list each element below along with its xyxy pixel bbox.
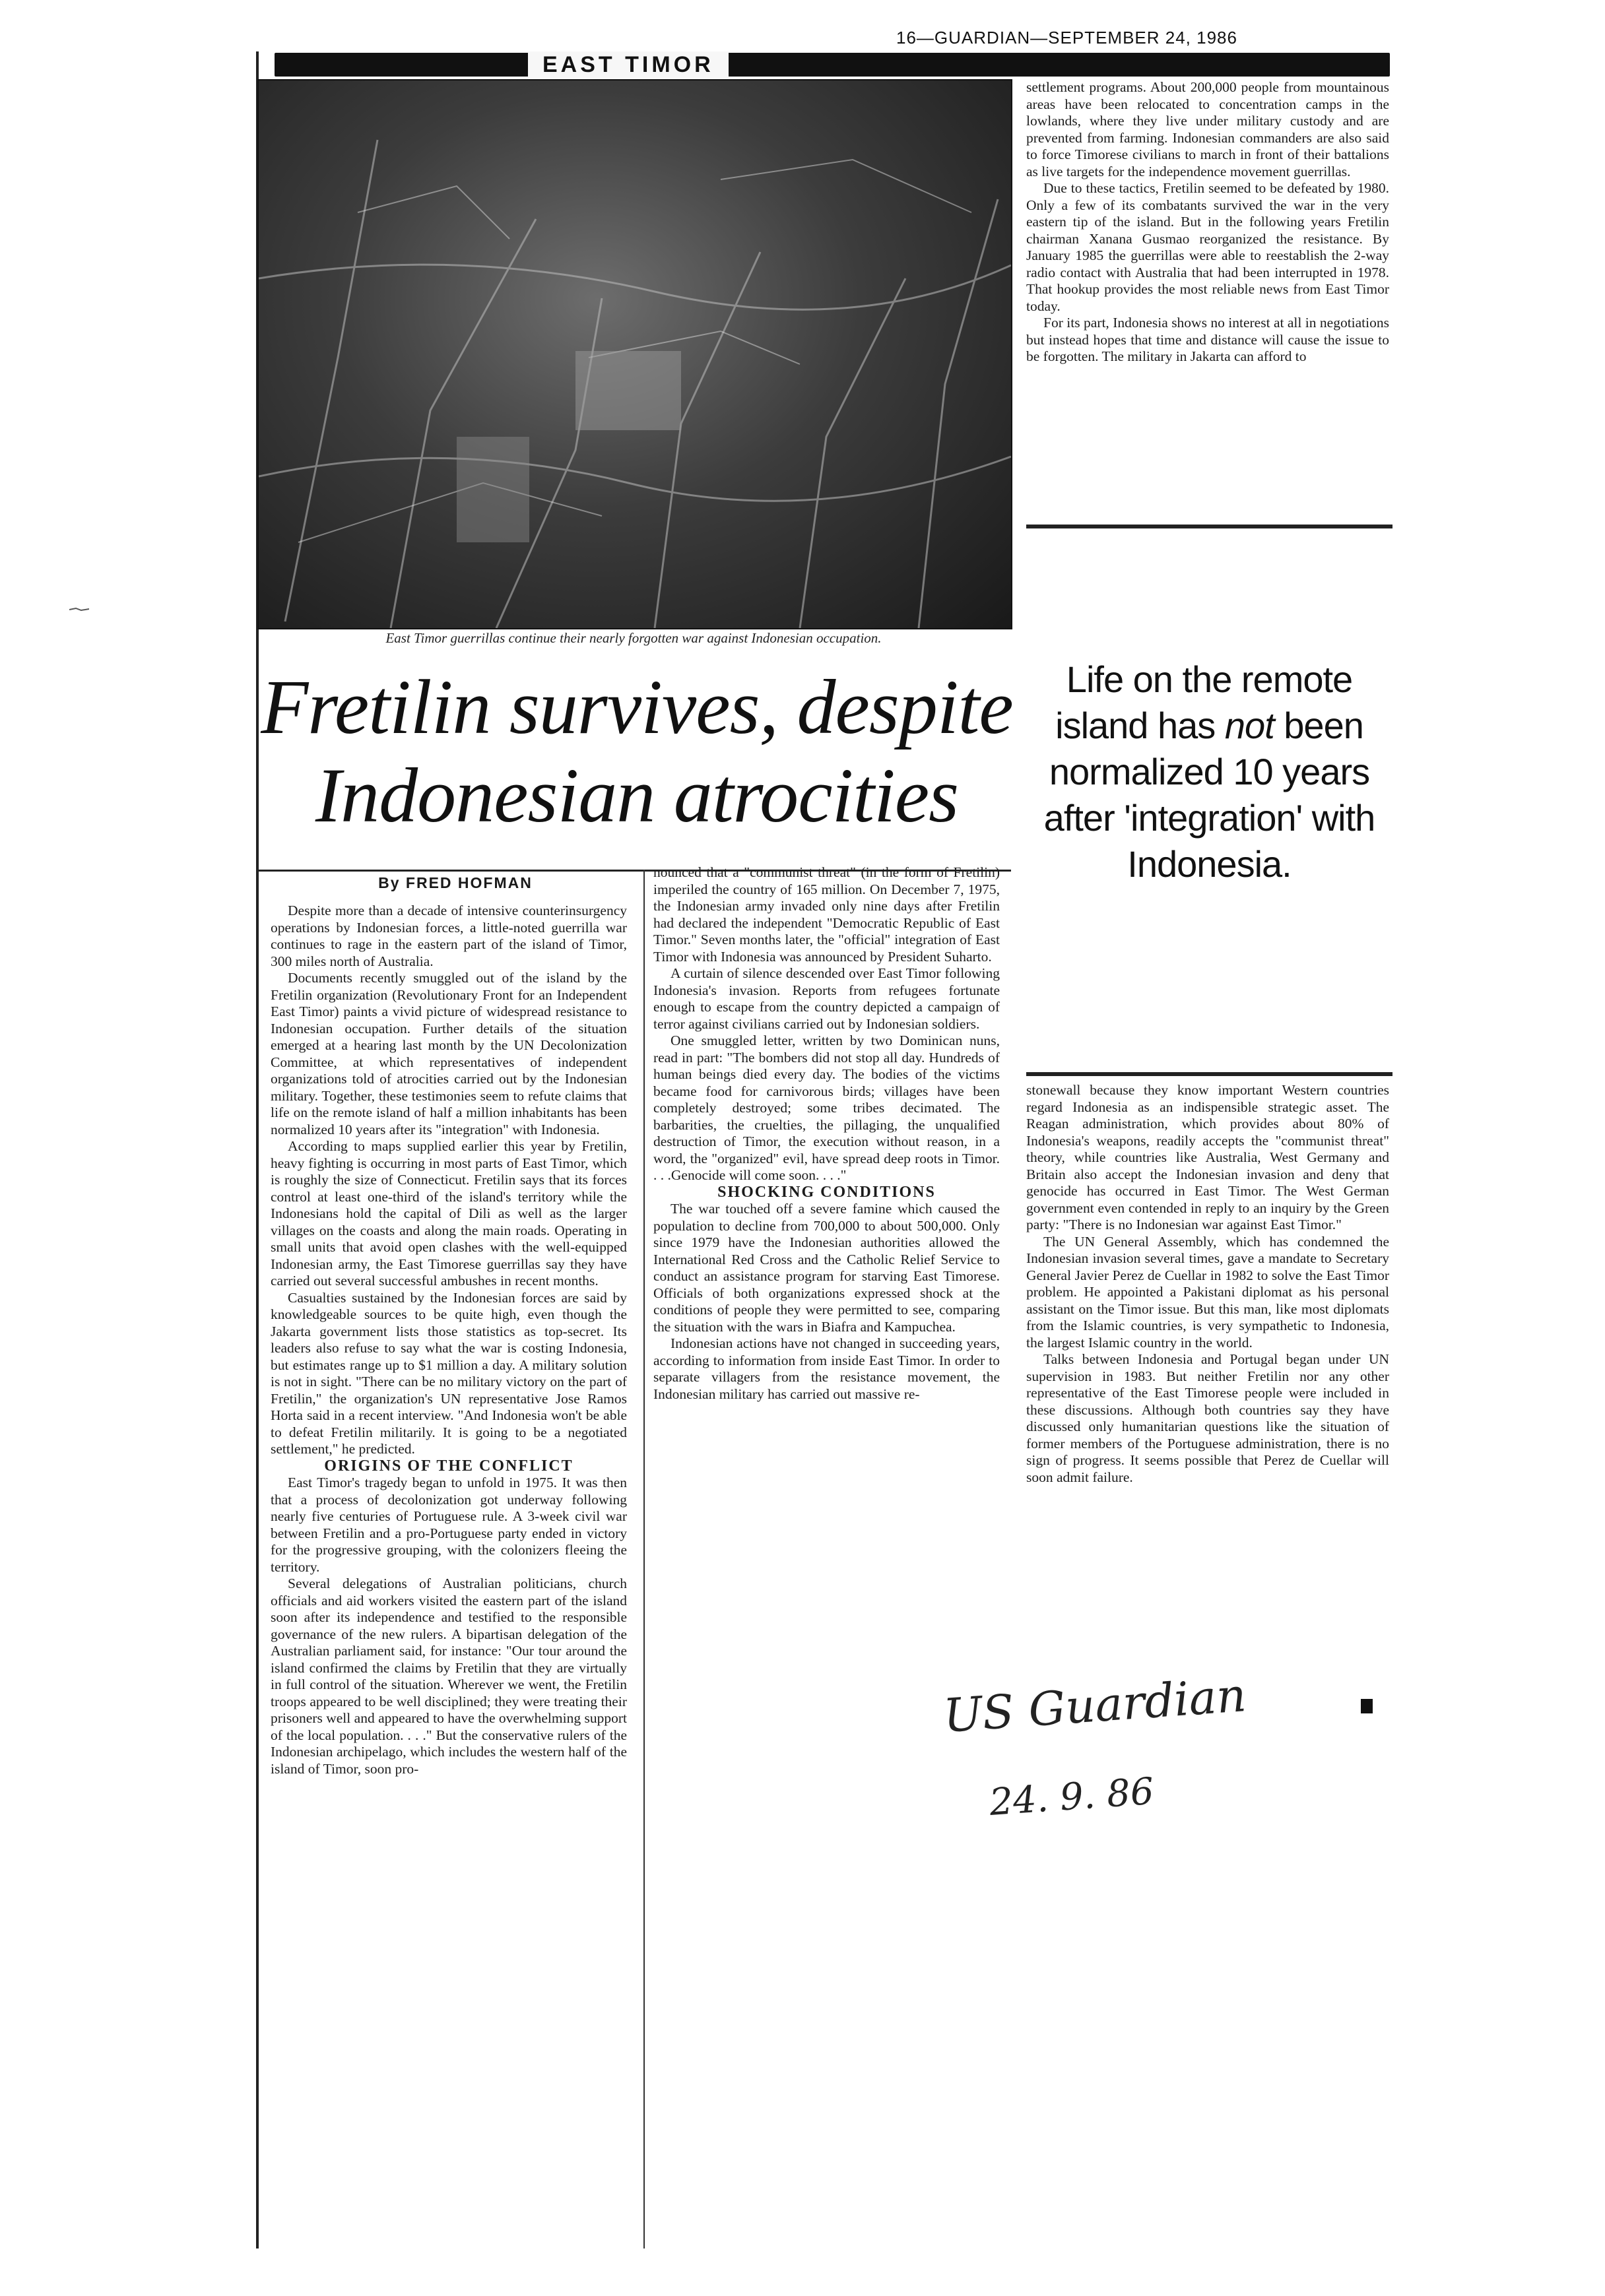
paragraph: Due to these tactics, Fretilin seemed to be defeated by 1980. Only a few of its combatants survived the war in the very eastern tip of the island. But in the following years Fretilin chairman Xanana Gusmao reorganized the resistance. By January 1985 the guerrillas were able to reestablish the 2-way radio contact with Australia that had been interrupted in 1978. That hookup provides the most reliable news from East Timor today. bbox=[1026, 180, 1389, 314]
article-column-2 bbox=[653, 864, 1000, 1709]
subhead-origins: ORIGINS OF THE CONFLICT bbox=[324, 1457, 573, 1475]
paragraph: The war touched off a severe famine which caused the population to decline from 700,000 to about 500,000. Only since 1979 have the Indonesian authorities allowed the International Red Cross and the Catholic Relief Service to conduct an assistance program for starving East Timorese. Officials of both organizations expressed shock at the conditions of people they were permitted to see, comparing the situation with the wars in Biafra and Kampuchea. bbox=[653, 1201, 1000, 1335]
byline: By FRED HOFMAN bbox=[378, 874, 533, 891]
paragraph: Talks between Indonesia and Portugal began under UN supervision in 1983. But neither Fretilin nor any other representative of the East Timorese people were included in these discussions. Although both countries say they have discussed only humanitarian questions like the situation of former members of the Portuguese administration, there is no sign of progress. It seems possible that Perez de Cuellar will soon admit failure. bbox=[1026, 1351, 1389, 1485]
paragraph: One smuggled letter, written by two Dominican nuns, read in part: "The bombers did not stop all day. Hundreds of human beings died every day. The bodies of the victims became food for carnivorous birds; villages have been completely destroyed; some tribes decimated. The barbarities, the cruelties, the pillaging, the unqualified destruction of Timor, the execution without reason, in a word, the "organized" evil, have spread deep roots in Timor. . . .Genocide will come soon. . . ." bbox=[653, 1033, 1000, 1183]
scan-speck bbox=[69, 607, 89, 612]
paragraph: Documents recently smuggled out of the island by the Fretilin organization (Revolutionary Front for an Independent East Timor) paints a vivid picture of widespread resistance to Indonesian occupation. Further details of the situation emerged at a hearing last month by the UN Decolonization Committee, at which representatives of independent organizations told of atrocities carried out by the Indonesian military. Together, these testimonies seem to refute claims that life on the remote island of half a million inhabitants has been normalized 10 years after its "integration" with Indonesia. bbox=[271, 970, 627, 1137]
section-banner bbox=[275, 53, 1390, 77]
paragraph: nounced that a "communist threat" (in the form of Fretilin) imperiled the country of 165 million. On December 7, 1975, the Indonesian army invaded only nine days after Fretilin had declared the independent "Democratic Republic of East Timor." Seven months later, the "official" integration of East Timor with Indonesia was announced by President Suharto. bbox=[653, 864, 1000, 965]
pull-quote-text-2: been normalized 10 years after 'integration' with Indonesia. bbox=[1043, 705, 1375, 885]
paragraph: Several delegations of Australian politicians, church officials and aid workers visited the eastern part of the island soon after its independence and testified to the responsible governance of the new rulers. A bipartisan delegation of the Australian parliament said, for instance: "Our tour around the island confirmed the claims by Fretilin that they are virtually in full control of the situation. Wherever we went, the Fretilin troops appeared to be well disciplined; they were treating their prisoners well and appeared to have the overwhelming support of the local population. . . ." But the conservative rulers of the Indonesian archipelago, which includes the western half of the island of Timor, soon pro- bbox=[271, 1576, 627, 1777]
article-column-3 bbox=[1026, 79, 1389, 523]
paragraph: settlement programs. About 200,000 people from mountainous areas have been relocated to concentration camps in the lowlands, where they live under military custody and are prevented from farming. Indonesian commanders are also said to force Timorese civilians to march in front of their battalions as live targets for the independence movement guerrillas. bbox=[1026, 79, 1389, 179]
handwritten-source-note: US Guardian bbox=[941, 1668, 1248, 1743]
paragraph: Casualties sustained by the Indonesian forces are said by knowledgeable sources to be quite high, even though the Jakarta government lists those statistics as top-secret. Its leaders also refuse to say what the war is costing Indonesia, but estimates range up to $1 million a day. A military solution is not in sight. "There can be no military victory on the part of Fretilin," the organization's UN representative Jose Ramos Horta said in a recent interview. "And Indonesia won't be able to defeat Fretilin militarily. It is going to be a negotiated settlement," he predicted. bbox=[271, 1289, 627, 1457]
end-of-article-mark bbox=[1361, 1699, 1373, 1713]
column-rule bbox=[643, 870, 645, 2248]
paragraph: According to maps supplied earlier this year by Fretilin, heavy fighting is occurring in most parts of East Timor, which is roughly the size of Connecticut. Fretilin says that its forces control at least one-third of the island's territory while the Indonesians hold the capital of Dili as well as the larger villages on the coasts and along the main roads. Operating in small units that avoid open clashes with the well-equipped Indonesian army, the East Timorese guerrillas say they have carried out several successful ambushes in recent months. bbox=[271, 1138, 627, 1289]
section-label: EAST TIMOR bbox=[528, 51, 729, 78]
handwritten-date-note: 24. 9. 86 bbox=[988, 1770, 1156, 1824]
article-headline bbox=[251, 663, 1023, 868]
pull-quote bbox=[1026, 656, 1392, 967]
photo-foliage-texture bbox=[259, 80, 1011, 628]
photo-caption: East Timor guerrillas continue their nearly forgotten war against Indonesian occupation. bbox=[385, 630, 882, 646]
pull-quote-text-1: Life on the remote island has bbox=[1055, 658, 1353, 746]
paragraph: A curtain of silence descended over East Timor following Indonesia's invasion. Reports from refugees fortunate enough to escape from the country depicted a campaign of terror against civilians carried out by Indonesian soldiers. bbox=[653, 965, 1000, 1032]
paragraph: East Timor's tragedy began to unfold in 1975. It was then that a process of decolonization got underway following nearly five centuries of Portuguese rule. A 3-week civil war between Fretilin and a pro-Portuguese party ended in victory for the progressive grouping, with the colonizers fleeing the territory. bbox=[271, 1475, 627, 1575]
paragraph: For its part, Indonesia shows no interest at all in negotiations but instead hopes that time and distance will cause the issue to be forgotten. The military in Jakarta can afford to bbox=[1026, 315, 1389, 364]
paragraph: Indonesian actions have not changed in succeeding years, according to information from inside East Timor. In order to separate villagers from the resistance movement, the Indonesian military has carried out massive re- bbox=[653, 1335, 1000, 1402]
paragraph: stonewall because they know important Western countries regard Indonesia as an indispensible strategic asset. The Reagan administration, which provides about 80% of Indonesia's weapons, readily accepts the "communist threat" theory, while countries like Australia, West Germany and Britain also accept the Indonesian invasion and deny that genocide has occurred in East Timor. The West German government even contended in reply to an inquiry by the Green party: "There is no Indonesian war against East Timor." bbox=[1026, 1082, 1389, 1232]
paragraph: Despite more than a decade of intensive counterinsurgency operations by Indonesian forces, a little-noted guerrilla war continues to rage in the eastern part of the island of Timor, 300 miles north of Australia. bbox=[271, 903, 627, 969]
pullquote-rule-top bbox=[1026, 525, 1392, 528]
pull-quote-emphasis: not bbox=[1224, 705, 1274, 746]
guerrilla-photo bbox=[257, 79, 1012, 629]
paragraph: The UN General Assembly, which has condemned the Indonesian invasion several times, gave a mandate to Secretary General Javier Perez de Cuellar in 1982 to solve the East Timor problem. He appointed a Pakistani diplomat as his personal assistant on the Timor issue. But this man, like most diplomats from the Islamic countries, is very sympathetic to Indonesia, the largest Islamic country in the world. bbox=[1026, 1233, 1389, 1351]
article-column-1 bbox=[271, 903, 627, 2248]
subhead-shocking-conditions: SHOCKING CONDITIONS bbox=[717, 1183, 936, 1201]
headline-line-1: Fretilin survives, despite bbox=[261, 664, 1013, 750]
headline-line-2: Indonesian atrocities bbox=[315, 752, 959, 839]
article-column-4 bbox=[1026, 1082, 1389, 1715]
page-folio: 16—GUARDIAN—SEPTEMBER 24, 1986 bbox=[896, 28, 1237, 48]
pullquote-rule-bottom bbox=[1026, 1072, 1392, 1076]
